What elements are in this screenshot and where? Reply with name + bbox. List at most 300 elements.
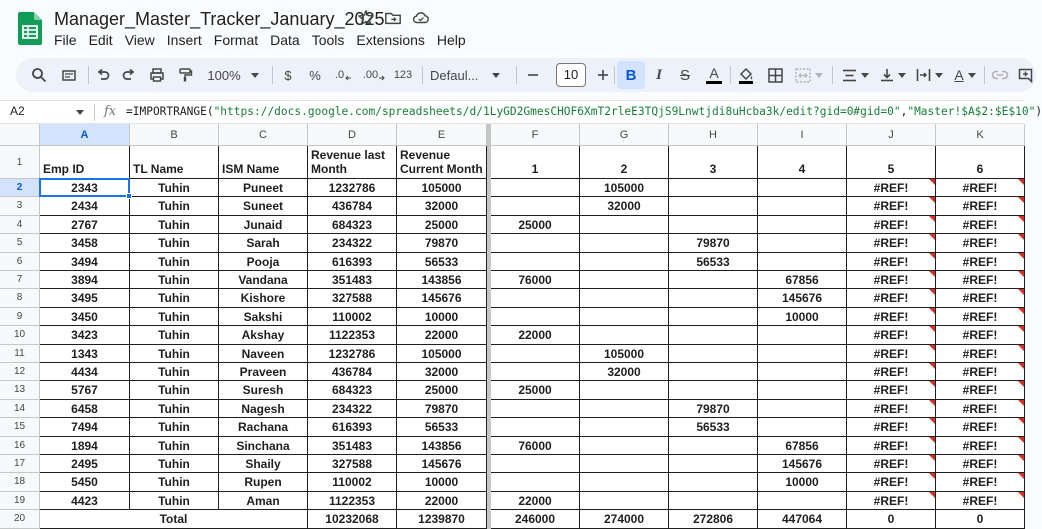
cell-b5[interactable] [130, 234, 219, 252]
cell-c19[interactable] [219, 492, 308, 510]
star-icon[interactable] [357, 9, 375, 27]
cell-k4[interactable] [936, 216, 1025, 234]
search-menus-button[interactable] [28, 58, 50, 92]
cell-k8[interactable] [936, 289, 1025, 307]
cell-b12[interactable] [130, 363, 219, 381]
font-select[interactable] [430, 58, 510, 92]
increase-decimal-button[interactable] [360, 58, 388, 92]
cell-f3[interactable] [491, 197, 580, 215]
cell-i4[interactable] [758, 216, 847, 234]
cell-d18[interactable] [308, 473, 397, 491]
cell-j17[interactable] [847, 455, 936, 473]
error-indicator-icon[interactable] [1018, 381, 1024, 387]
cell-g1[interactable] [580, 146, 669, 179]
error-indicator-icon[interactable] [1018, 492, 1024, 498]
cell-g14[interactable] [580, 400, 669, 418]
cell-h4[interactable] [669, 216, 758, 234]
cell-e11[interactable] [397, 345, 487, 363]
more-formats-button[interactable] [390, 58, 416, 92]
error-indicator-icon[interactable] [1018, 216, 1024, 222]
cell-i9[interactable] [758, 308, 847, 326]
cell-b8[interactable] [130, 289, 219, 307]
cell-j3[interactable] [847, 197, 936, 215]
cell-c12[interactable] [219, 363, 308, 381]
cell-b16[interactable] [130, 437, 219, 455]
cell-j6[interactable] [847, 253, 936, 271]
cell-f2[interactable] [491, 179, 580, 197]
column-header-b[interactable]: B [130, 124, 219, 146]
cell-h14[interactable] [669, 400, 758, 418]
cell-h5[interactable] [669, 234, 758, 252]
cell-i10[interactable] [758, 326, 847, 344]
row-header-12[interactable]: 12 [0, 363, 40, 381]
row-header-17[interactable]: 17 [0, 455, 40, 473]
cell-b14[interactable] [130, 400, 219, 418]
undo-button[interactable] [92, 58, 114, 92]
cell-d10[interactable] [308, 326, 397, 344]
cell-f5[interactable] [491, 234, 580, 252]
error-indicator-icon[interactable] [929, 473, 935, 479]
cell-h13[interactable] [669, 381, 758, 399]
font-size-input[interactable]: 10 [556, 63, 586, 87]
cell-a4[interactable] [40, 216, 130, 234]
cell-g6[interactable] [580, 253, 669, 271]
cell-g15[interactable] [580, 418, 669, 436]
document-title[interactable]: Manager_Master_Tracker_January_2025 [54, 9, 385, 29]
cell-e1[interactable] [397, 146, 487, 179]
row-header-9[interactable]: 9 [0, 308, 40, 326]
cloud-saved-icon[interactable] [412, 9, 430, 27]
cell-a13[interactable] [40, 381, 130, 399]
error-indicator-icon[interactable] [929, 253, 935, 259]
cell-a1[interactable] [40, 146, 130, 179]
cell-c17[interactable] [219, 455, 308, 473]
cell-b19[interactable] [130, 492, 219, 510]
error-indicator-icon[interactable] [1018, 289, 1024, 295]
cell-k10[interactable] [936, 326, 1025, 344]
cell-e13[interactable] [397, 381, 487, 399]
cell-c16[interactable] [219, 437, 308, 455]
cell-g8[interactable] [580, 289, 669, 307]
error-indicator-icon[interactable] [1018, 253, 1024, 259]
cell-c1[interactable] [219, 146, 308, 179]
cell-a6[interactable] [40, 253, 130, 271]
cell-a12[interactable] [40, 363, 130, 381]
cell-f14[interactable] [491, 400, 580, 418]
cell-c14[interactable] [219, 400, 308, 418]
cell-d2[interactable] [308, 179, 397, 197]
paint-format-button[interactable] [174, 58, 196, 92]
cell-i8[interactable] [758, 289, 847, 307]
horizontal-align-button[interactable] [838, 58, 872, 92]
cell-k11[interactable] [936, 345, 1025, 363]
cell-d13[interactable] [308, 381, 397, 399]
cell-b13[interactable] [130, 381, 219, 399]
cell-h11[interactable] [669, 345, 758, 363]
error-indicator-icon[interactable] [1018, 326, 1024, 332]
cell-g13[interactable] [580, 381, 669, 399]
cell-g9[interactable] [580, 308, 669, 326]
cell-j19[interactable] [847, 492, 936, 510]
cell-i17[interactable] [758, 455, 847, 473]
cell-e14[interactable] [397, 400, 487, 418]
cell-b7[interactable] [130, 271, 219, 289]
column-header-g[interactable]: G [580, 124, 669, 146]
cell-c8[interactable] [219, 289, 308, 307]
cell-c18[interactable] [219, 473, 308, 491]
cell-k2[interactable] [936, 179, 1025, 197]
cell-i18[interactable] [758, 473, 847, 491]
cell-f20[interactable] [491, 510, 580, 528]
cell-a9[interactable] [40, 308, 130, 326]
cell-f17[interactable] [491, 455, 580, 473]
cell-f7[interactable] [491, 271, 580, 289]
cell-f10[interactable] [491, 326, 580, 344]
move-folder-icon[interactable] [384, 9, 402, 27]
error-indicator-icon[interactable] [1018, 179, 1024, 185]
cell-b10[interactable] [130, 326, 219, 344]
cell-k9[interactable] [936, 308, 1025, 326]
cell-j9[interactable] [847, 308, 936, 326]
cell-e16[interactable] [397, 437, 487, 455]
cell-e17[interactable] [397, 455, 487, 473]
cell-k17[interactable] [936, 455, 1025, 473]
redo-button[interactable] [118, 58, 140, 92]
cell-a7[interactable] [40, 271, 130, 289]
cell-h18[interactable] [669, 473, 758, 491]
cell-j11[interactable] [847, 345, 936, 363]
cell-j5[interactable] [847, 234, 936, 252]
cell-k19[interactable] [936, 492, 1025, 510]
italic-button[interactable] [648, 58, 670, 92]
column-header-d[interactable]: D [308, 124, 397, 146]
cell-i1[interactable] [758, 146, 847, 179]
bold-button[interactable] [617, 58, 645, 92]
error-indicator-icon[interactable] [929, 363, 935, 369]
cell-g12[interactable] [580, 363, 669, 381]
row-header-5[interactable]: 5 [0, 234, 40, 252]
cell-b17[interactable] [130, 455, 219, 473]
cell-k5[interactable] [936, 234, 1025, 252]
merge-cells-button[interactable] [792, 58, 826, 92]
cell-i11[interactable] [758, 345, 847, 363]
error-indicator-icon[interactable] [1018, 308, 1024, 314]
cell-g17[interactable] [580, 455, 669, 473]
menu-view[interactable]: View [124, 32, 155, 48]
cell-j18[interactable] [847, 473, 936, 491]
cell-e19[interactable] [397, 492, 487, 510]
text-color-button[interactable] [702, 58, 726, 92]
menu-extensions[interactable]: Extensions [356, 32, 425, 48]
cell-e10[interactable] [397, 326, 487, 344]
decrease-decimal-button[interactable] [330, 58, 356, 92]
increase-font-size-button[interactable] [592, 58, 614, 92]
menu-format[interactable]: Format [213, 32, 259, 48]
error-indicator-icon[interactable] [929, 345, 935, 351]
error-indicator-icon[interactable] [1018, 400, 1024, 406]
cell-a14[interactable] [40, 400, 130, 418]
column-header-c[interactable]: C [219, 124, 308, 146]
error-indicator-icon[interactable] [1018, 345, 1024, 351]
cell-c7[interactable] [219, 271, 308, 289]
cell-c2[interactable] [219, 179, 308, 197]
cell-g3[interactable] [580, 197, 669, 215]
cell-k13[interactable] [936, 381, 1025, 399]
cell-e2[interactable] [397, 179, 487, 197]
formula-input[interactable] [126, 105, 1042, 118]
strikethrough-button[interactable] [674, 58, 696, 92]
cell-f16[interactable] [491, 437, 580, 455]
cell-f12[interactable] [491, 363, 580, 381]
error-indicator-icon[interactable] [929, 179, 935, 185]
cell-f19[interactable] [491, 492, 580, 510]
cell-h12[interactable] [669, 363, 758, 381]
cell-g5[interactable] [580, 234, 669, 252]
cell-c4[interactable] [219, 216, 308, 234]
cell-b2[interactable] [130, 179, 219, 197]
row-header-19[interactable]: 19 [0, 492, 40, 510]
cell-a8[interactable] [40, 289, 130, 307]
error-indicator-icon[interactable] [929, 197, 935, 203]
cell-c6[interactable] [219, 253, 308, 271]
cell-i6[interactable] [758, 253, 847, 271]
cell-i16[interactable] [758, 437, 847, 455]
cell-j16[interactable] [847, 437, 936, 455]
cell-e4[interactable] [397, 216, 487, 234]
cell-i2[interactable] [758, 179, 847, 197]
column-header-e[interactable]: E [397, 124, 487, 146]
cell-h10[interactable] [669, 326, 758, 344]
percent-format-button[interactable] [305, 58, 325, 92]
cell-f1[interactable] [491, 146, 580, 179]
row-header-20[interactable]: 20 [0, 510, 40, 528]
error-indicator-icon[interactable] [929, 234, 935, 240]
cell-e6[interactable] [397, 253, 487, 271]
cell-e7[interactable] [397, 271, 487, 289]
cell-a3[interactable] [40, 197, 130, 215]
cell-f6[interactable] [491, 253, 580, 271]
cell-a10[interactable] [40, 326, 130, 344]
cell-k18[interactable] [936, 473, 1025, 491]
cell-e5[interactable] [397, 234, 487, 252]
cell-i13[interactable] [758, 381, 847, 399]
error-indicator-icon[interactable] [1018, 418, 1024, 424]
cell-f13[interactable] [491, 381, 580, 399]
cell-j12[interactable] [847, 363, 936, 381]
cell-j1[interactable] [847, 146, 936, 179]
cell-g18[interactable] [580, 473, 669, 491]
row-header-11[interactable]: 11 [0, 345, 40, 363]
cell-c15[interactable] [219, 418, 308, 436]
cell-d4[interactable] [308, 216, 397, 234]
cell-k14[interactable] [936, 400, 1025, 418]
print-button[interactable] [146, 58, 168, 92]
decrease-font-size-button[interactable] [522, 58, 544, 92]
menu-data[interactable]: Data [270, 32, 300, 48]
error-indicator-icon[interactable] [929, 308, 935, 314]
column-header-j[interactable]: J [847, 124, 936, 146]
cell-d9[interactable] [308, 308, 397, 326]
row-header-8[interactable]: 8 [0, 289, 40, 307]
zoom-menu-button[interactable] [58, 58, 80, 92]
error-indicator-icon[interactable] [929, 326, 935, 332]
cell-i12[interactable] [758, 363, 847, 381]
cell-j10[interactable] [847, 326, 936, 344]
cell-d17[interactable] [308, 455, 397, 473]
cell-j15[interactable] [847, 418, 936, 436]
cell-d12[interactable] [308, 363, 397, 381]
error-indicator-icon[interactable] [929, 437, 935, 443]
menu-tools[interactable]: Tools [311, 32, 345, 48]
cell-a15[interactable] [40, 418, 130, 436]
cell-g2[interactable] [580, 179, 669, 197]
cell-f4[interactable] [491, 216, 580, 234]
cell-e12[interactable] [397, 363, 487, 381]
error-indicator-icon[interactable] [1018, 455, 1024, 461]
text-rotation-button[interactable] [948, 58, 982, 92]
error-indicator-icon[interactable] [1018, 271, 1024, 277]
cell-h17[interactable] [669, 455, 758, 473]
cell-a17[interactable] [40, 455, 130, 473]
error-indicator-icon[interactable] [1018, 437, 1024, 443]
cell-d6[interactable] [308, 253, 397, 271]
cell-h7[interactable] [669, 271, 758, 289]
error-indicator-icon[interactable] [929, 289, 935, 295]
cell-j14[interactable] [847, 400, 936, 418]
cell-c11[interactable] [219, 345, 308, 363]
row-header-4[interactable]: 4 [0, 216, 40, 234]
borders-button[interactable] [764, 58, 786, 92]
menu-help[interactable]: Help [436, 32, 466, 48]
insert-comment-button[interactable] [1014, 58, 1036, 92]
insert-link-button[interactable] [988, 58, 1012, 92]
cell-f8[interactable] [491, 289, 580, 307]
row-header-2[interactable]: 2 [0, 179, 40, 197]
cell-k15[interactable] [936, 418, 1025, 436]
error-indicator-icon[interactable] [1018, 234, 1024, 240]
cell-k1[interactable] [936, 146, 1025, 179]
cell-i7[interactable] [758, 271, 847, 289]
cell-d3[interactable] [308, 197, 397, 215]
cell-k6[interactable] [936, 253, 1025, 271]
cell-j8[interactable] [847, 289, 936, 307]
cell-a18[interactable] [40, 473, 130, 491]
cell-a5[interactable] [40, 234, 130, 252]
error-indicator-icon[interactable] [929, 418, 935, 424]
cell-h16[interactable] [669, 437, 758, 455]
cell-c5[interactable] [219, 234, 308, 252]
cell-d14[interactable] [308, 400, 397, 418]
cell-k3[interactable] [936, 197, 1025, 215]
error-indicator-icon[interactable] [1018, 197, 1024, 203]
row-header-7[interactable]: 7 [0, 271, 40, 289]
column-header-k[interactable]: K [936, 124, 1025, 146]
cell-j7[interactable] [847, 271, 936, 289]
spreadsheet-grid[interactable] [0, 124, 1024, 529]
row-header-13[interactable]: 13 [0, 381, 40, 399]
cell-g20[interactable] [580, 510, 669, 528]
cell-h2[interactable] [669, 179, 758, 197]
cell-b3[interactable] [130, 197, 219, 215]
column-header-f[interactable]: F [491, 124, 580, 146]
error-indicator-icon[interactable] [929, 492, 935, 498]
zoom-select[interactable] [204, 58, 262, 92]
cell-c3[interactable] [219, 197, 308, 215]
select-all-corner[interactable] [0, 124, 40, 146]
error-indicator-icon[interactable] [1018, 473, 1024, 479]
cell-c9[interactable] [219, 308, 308, 326]
cell-a16[interactable] [40, 437, 130, 455]
cell-d11[interactable] [308, 345, 397, 363]
cell-g16[interactable] [580, 437, 669, 455]
cell-h6[interactable] [669, 253, 758, 271]
cell-f11[interactable] [491, 345, 580, 363]
error-indicator-icon[interactable] [929, 400, 935, 406]
cell-i5[interactable] [758, 234, 847, 252]
cell-h9[interactable] [669, 308, 758, 326]
cell-g19[interactable] [580, 492, 669, 510]
row-header-10[interactable]: 10 [0, 326, 40, 344]
error-indicator-icon[interactable] [1018, 363, 1024, 369]
cell-h8[interactable] [669, 289, 758, 307]
cell-f9[interactable] [491, 308, 580, 326]
cell-b1[interactable] [130, 146, 219, 179]
cell-f15[interactable] [491, 418, 580, 436]
column-header-a[interactable]: A [40, 124, 130, 146]
text-wrapping-button[interactable] [912, 58, 946, 92]
menu-file[interactable]: File [54, 32, 77, 48]
cell-k7[interactable] [936, 271, 1025, 289]
cell-b11[interactable] [130, 345, 219, 363]
cell-e18[interactable] [397, 473, 487, 491]
cell-b4[interactable] [130, 216, 219, 234]
cell-e15[interactable] [397, 418, 487, 436]
cell-i20[interactable] [758, 510, 847, 528]
cell-h1[interactable] [669, 146, 758, 179]
cell-e9[interactable] [397, 308, 487, 326]
cell-i15[interactable] [758, 418, 847, 436]
cell-k16[interactable] [936, 437, 1025, 455]
fill-handle[interactable] [126, 193, 132, 199]
error-indicator-icon[interactable] [929, 381, 935, 387]
cell-c13[interactable] [219, 381, 308, 399]
cell-b15[interactable] [130, 418, 219, 436]
cell-h20[interactable] [669, 510, 758, 528]
row-header-16[interactable]: 16 [0, 437, 40, 455]
cell-i19[interactable] [758, 492, 847, 510]
cell-g7[interactable] [580, 271, 669, 289]
column-header-h[interactable]: H [669, 124, 758, 146]
cell-h15[interactable] [669, 418, 758, 436]
cell-b18[interactable] [130, 473, 219, 491]
cell-c10[interactable] [219, 326, 308, 344]
fill-color-button[interactable] [734, 58, 758, 92]
cell-e8[interactable] [397, 289, 487, 307]
cell-a11[interactable] [40, 345, 130, 363]
cell-g11[interactable] [580, 345, 669, 363]
row-header-6[interactable]: 6 [0, 253, 40, 271]
cell-h19[interactable] [669, 492, 758, 510]
cell-d20[interactable] [308, 510, 397, 528]
cell-a20-merged[interactable] [40, 510, 308, 528]
cell-d5[interactable] [308, 234, 397, 252]
cell-e3[interactable] [397, 197, 487, 215]
row-header-15[interactable]: 15 [0, 418, 40, 436]
cell-i14[interactable] [758, 400, 847, 418]
menu-insert[interactable]: Insert [166, 32, 202, 48]
cell-j20[interactable] [847, 510, 936, 528]
cell-d19[interactable] [308, 492, 397, 510]
